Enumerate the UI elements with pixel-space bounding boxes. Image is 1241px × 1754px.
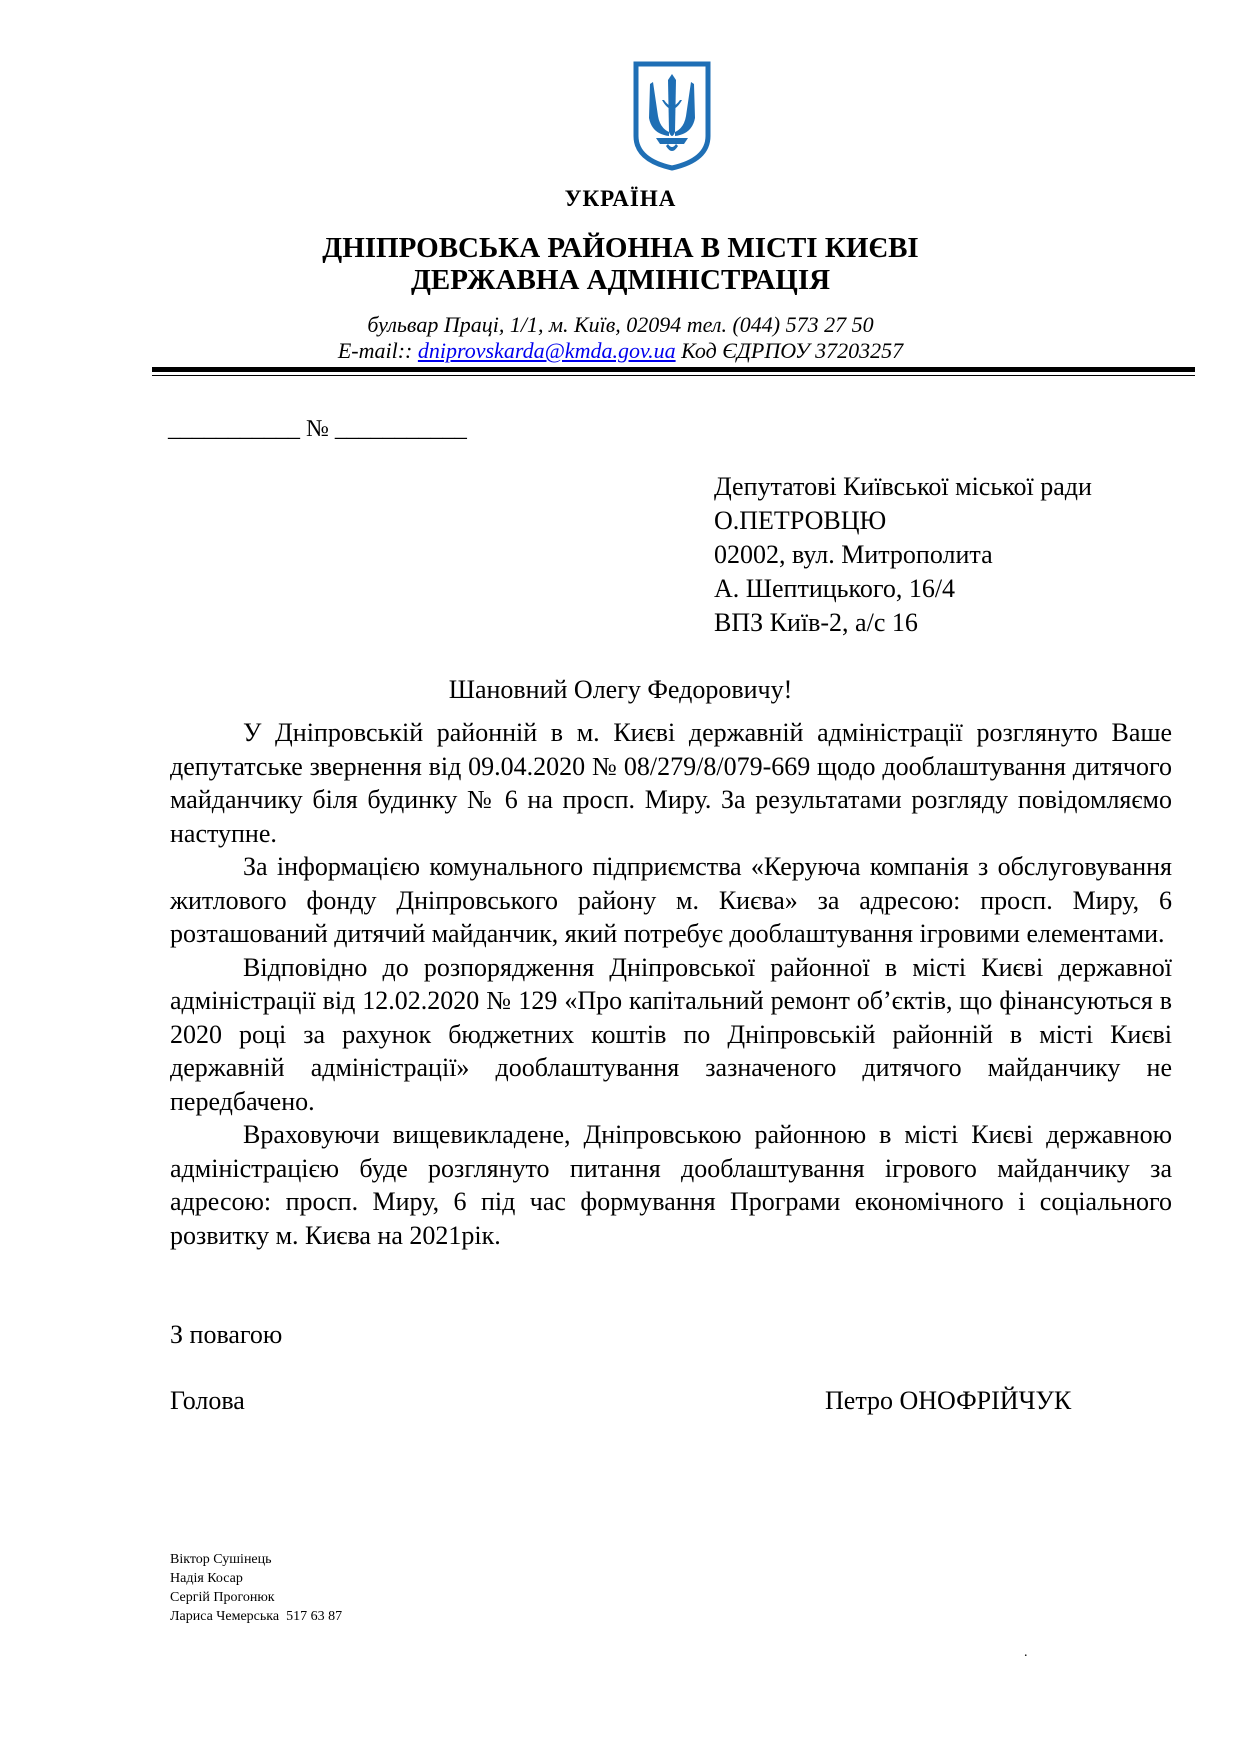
executor-item: Віктор Сушінець [170,1552,272,1567]
body-paragraph: Враховуючи вищевикладене, Дніпровською районною в місті Києві державною адміністрацією буде розглянуто питання дооблаштування ігрового майданчику за адресою: просп. Миру, 6 під час формування Програми економічного і соціального розвитку м. Києва на 2021рік. [170,1120,1172,1250]
body-paragraph: За інформацією комунального підприємства «Керуюча компанія з обслуговування житлового фонду Дніпровського району м. Києва» за адресою: просп. Миру, 6 розташований дитячий майданчик, який потребує дооблаштування ігровими елементами. [170,852,1172,948]
organization-name-line1: ДНІПРОВСЬКА РАЙОННА В МІСТІ КИЄВІ [322,232,919,264]
registration-number-line: ___________ № ___________ [168,416,467,442]
addressee-line: А. Шептицького, 16/4 [714,574,956,603]
executor-item: Лариса Чемерська 517 63 87 [170,1609,343,1624]
footer-mark: . [1024,1645,1028,1660]
edrpou-code: Код ЄДРПОУ 37203257 [675,338,904,363]
header-divider-thick [152,367,1195,372]
country-name: УКРАЇНА [564,186,677,211]
addressee-block [714,470,1092,640]
letter-body [170,716,1172,1252]
closing-regards: З повагою [170,1320,283,1349]
addressee-line: 02002, вул. Митрополита [714,540,993,569]
signatory-position: Голова [170,1386,245,1415]
body-paragraph: У Дніпровській районній в м. Києві державній адміністрації розглянуто Ваше депутатське звернення від 09.04.2020 № 08/279/8/079-669 щодо дооблаштування дитячого майданчику біля будинку № 6 на просп. Миру. За результатами розгляду повідомляємо наступне. [170,718,1172,848]
salutation: Шановний Олегу Федоровичу! [448,675,793,704]
signatory-name: Петро ОНОФРІЙЧУК [825,1386,1072,1415]
executors-list [170,1550,342,1626]
address-phone-line: бульвар Праці, 1/1, м. Київ, 02094 тел. (044) 573 27 50 [367,312,874,337]
email-edrpou-line [0,338,1241,364]
organization-name-line2: ДЕРЖАВНА АДМІНІСТРАЦІЯ [410,264,831,296]
body-paragraph: Відповідно до розпорядження Дніпровської районної в місті Києві державної адміністрації від 12.02.2020 № 129 «Про капітальний ремонт об’єктів, що фінансуються в 2020 році за рахунок бюджетних коштів по Дніпровській районній в місті Києві державній адміністрації» дооблаштування зазначеного дитячого майданчику не передбачено. [170,952,1172,1116]
header-divider-thin [152,375,1195,376]
executor-item: Сергій Прогонюк [170,1590,275,1605]
email-link[interactable]: dniprovskarda@kmda.gov.ua [417,338,676,363]
addressee-line: Депутатові Київської міської ради [714,472,1092,501]
addressee-line: О.ПЕТРОВЦЮ [714,506,887,535]
email-prefix: E-mail:: [337,338,418,363]
tryzub-coat-of-arms-icon [632,60,712,172]
executor-item: Надія Косар [170,1571,243,1586]
addressee-line: ВПЗ Київ-2, а/с 16 [714,608,918,637]
